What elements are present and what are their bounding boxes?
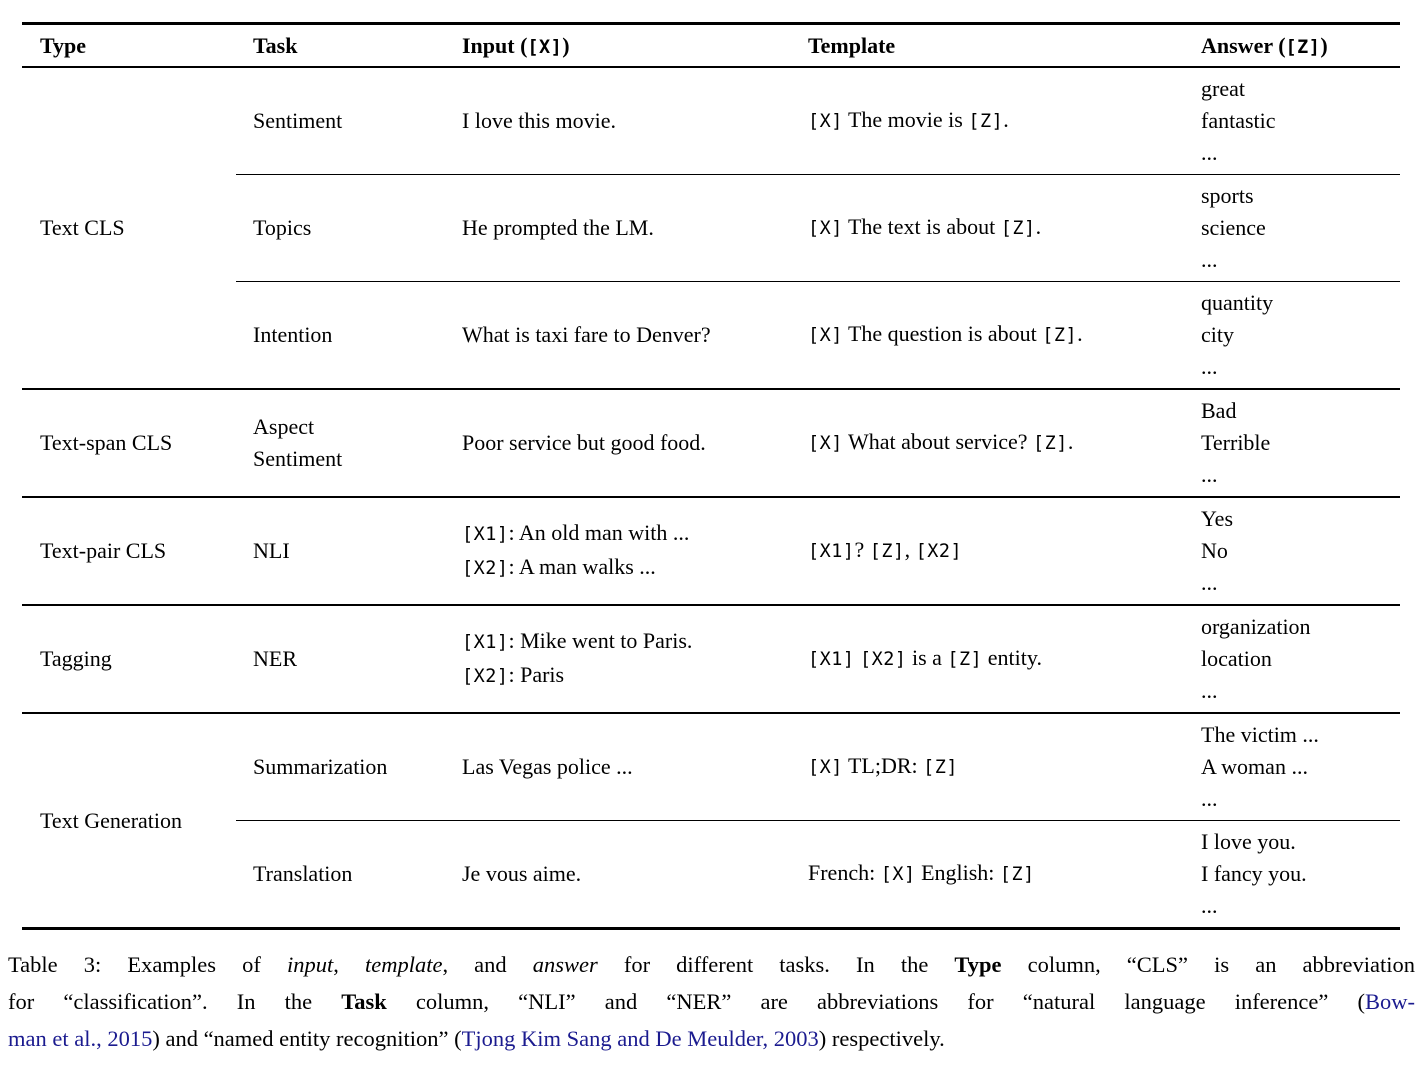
code-token: [X] [808,111,843,132]
caption-line [8,946,1415,983]
table-group [22,712,1400,927]
text-run: I love you. [1201,829,1296,854]
cell-line [1201,137,1400,169]
input-cell [445,390,790,496]
cell-line [253,105,445,137]
text-run: Intention [253,322,333,347]
type-cell [22,68,236,388]
table-row [236,281,1400,388]
cell-line [1201,675,1400,707]
code-token: [X2] [462,666,509,687]
cell-line [253,319,445,351]
text-run: The victim ... [1201,722,1319,747]
code-token: [X] [808,325,843,346]
task-cell [236,714,445,820]
code-token: [X1] [462,524,509,545]
cell-line [1201,105,1400,137]
table-group [22,604,1400,712]
text-run: Input ( [462,32,528,58]
cell-line [1201,244,1400,276]
text-run: Sentiment [253,446,343,471]
text-run: ... [1201,893,1218,918]
cell-line [808,318,1186,352]
text-run: is a [906,645,948,670]
text-run: I fancy you. [1201,861,1307,886]
code-token: [X] [808,757,843,778]
cell-line [808,426,1186,460]
template-cell [790,390,1186,496]
caption-text-run: , [333,952,365,977]
group-rows [236,68,1400,388]
answer-cell [1186,68,1400,174]
code-token: [Z] [999,864,1035,885]
text-run: Template [808,32,896,58]
cell-line [1201,351,1400,383]
cell-line [1201,212,1400,244]
type-cell [22,390,236,496]
input-cell [445,282,790,388]
table-row [236,606,1400,712]
answer-cell [1186,821,1400,927]
input-cell [445,175,790,281]
text-run: The text is about [842,214,1001,239]
type-cell [22,606,236,712]
code-token: [X] [880,864,916,885]
input-cell [445,68,790,174]
code-token: [X] [808,218,843,239]
cell-line [253,443,445,475]
cell-line [1201,783,1400,815]
text-run: French: [808,860,881,885]
caption-text-run: Task [341,989,387,1014]
text-run: Text-pair CLS [40,538,167,563]
cell-line [462,659,790,693]
code-token: [Z] [947,649,983,670]
code-token: [X2] [462,558,509,579]
cell-line [1201,826,1400,858]
cell-line [462,319,790,351]
text-run: ... [1201,786,1218,811]
table-row [236,68,1400,174]
text-run: . [1035,214,1042,239]
code-token: [Z] [1042,325,1078,346]
text-run: I love this movie. [462,108,616,133]
code-token: [Z] [1285,36,1321,58]
text-run: ... [1201,570,1218,595]
cell-line [253,751,445,783]
cell-line [462,551,790,585]
caption-text-run: column, “NLI” and “NER” are abbreviations for “natural language inference” ( [386,989,1365,1014]
code-token: [Z] [869,541,905,562]
text-run: ... [1201,678,1218,703]
caption-text-run: answer [532,952,598,977]
template-cell [790,175,1186,281]
text-run: Yes [1201,506,1234,531]
template-cell [790,282,1186,388]
text-run: Text-span CLS [40,430,173,455]
caption-text-run: input [286,952,334,977]
code-token: [X2] [915,541,963,562]
caption-text-run: template [364,952,443,977]
text-run: Text Generation [40,807,183,833]
text-run: Translation [253,861,353,886]
code-token: [X2] [859,649,907,670]
cell-line [462,751,790,783]
task-cell [236,498,445,604]
cell-line [1201,567,1400,599]
caption-text-run: Table 3: Examples of [8,952,287,977]
table-group [22,496,1400,604]
text-run: What about service? [842,429,1034,454]
text-run: English: [915,860,1000,885]
caption-text-run: Type [954,952,1002,977]
code-token: [X1] [808,649,855,670]
text-run: , [904,537,916,562]
text-run: ... [1201,140,1218,165]
cell-line [462,105,790,137]
cell-line [1201,890,1400,922]
text-run: Tagging [40,646,112,671]
cell-line [1201,459,1400,491]
cell-line [1201,73,1400,105]
task-cell [236,390,445,496]
caption-text-run: , and [442,952,533,977]
cell-line [1201,611,1400,643]
task-cell [236,68,445,174]
cell-line [1201,858,1400,890]
text-run: ... [1201,462,1218,487]
text-run: He prompted the LM. [462,215,654,240]
text-run: . [1003,107,1009,132]
text-run: Summarization [253,754,388,779]
answer-cell [1186,606,1400,712]
text-run: Text CLS [40,215,125,240]
text-run: sports [1201,183,1254,208]
text-run: Terrible [1201,430,1271,455]
text-run: : Mike went to Paris. [508,628,693,653]
type-cell [22,714,236,927]
cell-line [253,535,445,567]
text-run: : A man walks ... [508,554,656,579]
code-token: [X1] [808,541,855,562]
citation-link[interactable]: Bow- [1364,989,1415,1014]
column-header-type [22,33,236,59]
caption-text-run: ) respectively. [818,1026,945,1051]
caption-text-run: ) and “named entity recognition” ( [152,1026,462,1051]
cell-line [253,411,445,443]
text-run: Topics [253,215,312,240]
text-run: city [1201,322,1234,347]
answer-cell [1186,282,1400,388]
column-header-template [790,33,1186,59]
text-run: NLI [253,538,290,563]
cell-line [808,642,1186,676]
table-row [236,498,1400,604]
cell-line [462,858,790,890]
code-token: [X] [808,433,843,454]
citation-link[interactable]: Tjong Kim Sang and De Meulder, 2003 [461,1026,819,1051]
caption-text-run: column, “CLS” is an abbreviation [1001,952,1416,977]
code-token: [Z] [923,757,958,778]
cell-line [1201,319,1400,351]
group-rows [236,498,1400,604]
text-run: TL;DR: [842,753,924,778]
column-header-answer [1186,33,1400,59]
group-rows [236,714,1400,927]
text-run: A woman ... [1201,754,1308,779]
column-header-input [445,33,790,59]
text-run: Las Vegas police ... [462,754,633,779]
code-token: [Z] [968,111,1004,132]
task-cell [236,821,445,927]
table-caption [8,946,1415,1057]
cell-line [808,857,1186,891]
cell-line [1201,643,1400,675]
answer-cell [1186,714,1400,820]
table-group [22,388,1400,496]
cell-line [1201,180,1400,212]
cell-line [1201,535,1400,567]
text-run: Type [40,32,87,58]
text-run: . [1077,321,1083,346]
table-row [236,714,1400,820]
code-token: [X] [527,36,563,58]
input-cell [445,498,790,604]
input-cell [445,714,790,820]
text-run: entity. [982,645,1042,670]
cell-line [1201,751,1400,783]
text-run: : Paris [508,662,565,687]
cell-line [1201,395,1400,427]
caption-line [8,1020,1415,1057]
text-run: Aspect [253,414,315,439]
text-run: Answer ( [1201,32,1286,58]
examples-table [22,22,1400,930]
text-run: Sentiment [253,108,343,133]
cell-line [462,625,790,659]
table-header-row [22,25,1400,66]
cell-line [462,427,790,459]
cell-line [1201,719,1400,751]
text-run: ... [1201,247,1218,272]
group-rows [236,390,1400,496]
task-cell [236,282,445,388]
cell-line [808,750,1186,784]
cell-line [1201,287,1400,319]
table-row [236,390,1400,496]
table-row [236,174,1400,281]
text-run: location [1201,646,1272,671]
text-run: science [1201,215,1266,240]
text-run: No [1201,538,1228,563]
table-row [236,820,1400,927]
template-cell [790,821,1186,927]
text-run: Task [253,32,298,58]
cell-line [808,211,1186,245]
text-run: Poor service but good food. [462,430,706,455]
text-run: The question is about [842,321,1043,346]
table-group [22,66,1400,388]
text-run: ? [854,537,870,562]
text-run: Je vous aime. [462,861,582,886]
text-run: Bad [1201,398,1237,423]
cell-line [462,212,790,244]
caption-line [8,983,1415,1020]
caption-text-run: for “classification”. In the [8,989,342,1014]
text-run: NER [253,646,297,671]
caption-text-run: for different tasks. In the [597,952,955,977]
cell-line [808,104,1186,138]
code-token: [X1] [462,632,509,653]
column-header-task [236,33,445,59]
cell-line [253,643,445,675]
answer-cell [1186,390,1400,496]
template-cell [790,498,1186,604]
template-cell [790,714,1186,820]
text-run: organization [1201,614,1311,639]
table-body [22,66,1400,927]
template-cell [790,606,1186,712]
answer-cell [1186,498,1400,604]
citation-link[interactable]: man et al., 2015 [8,1026,153,1051]
text-run: ) [562,32,570,58]
text-run: The movie is [842,107,969,132]
text-run: . [1067,429,1074,454]
group-rows [236,606,1400,712]
code-token: [Z] [1033,433,1068,454]
text-run: What is taxi fare to Denver? [462,322,711,347]
text-run: ... [1201,354,1218,379]
input-cell [445,821,790,927]
cell-line [1201,503,1400,535]
cell-line [462,517,790,551]
template-cell [790,68,1186,174]
text-run: quantity [1201,290,1274,315]
text-run: great [1201,76,1245,101]
input-cell [445,606,790,712]
cell-line [1201,427,1400,459]
task-cell [236,606,445,712]
cell-line [253,212,445,244]
text-run: ) [1320,32,1328,58]
text-run: fantastic [1201,108,1276,133]
code-token: [Z] [1000,218,1036,239]
text-run: : An old man with ... [508,520,690,545]
cell-line [808,534,1186,568]
task-cell [236,175,445,281]
answer-cell [1186,175,1400,281]
type-cell [22,498,236,604]
cell-line [253,858,445,890]
